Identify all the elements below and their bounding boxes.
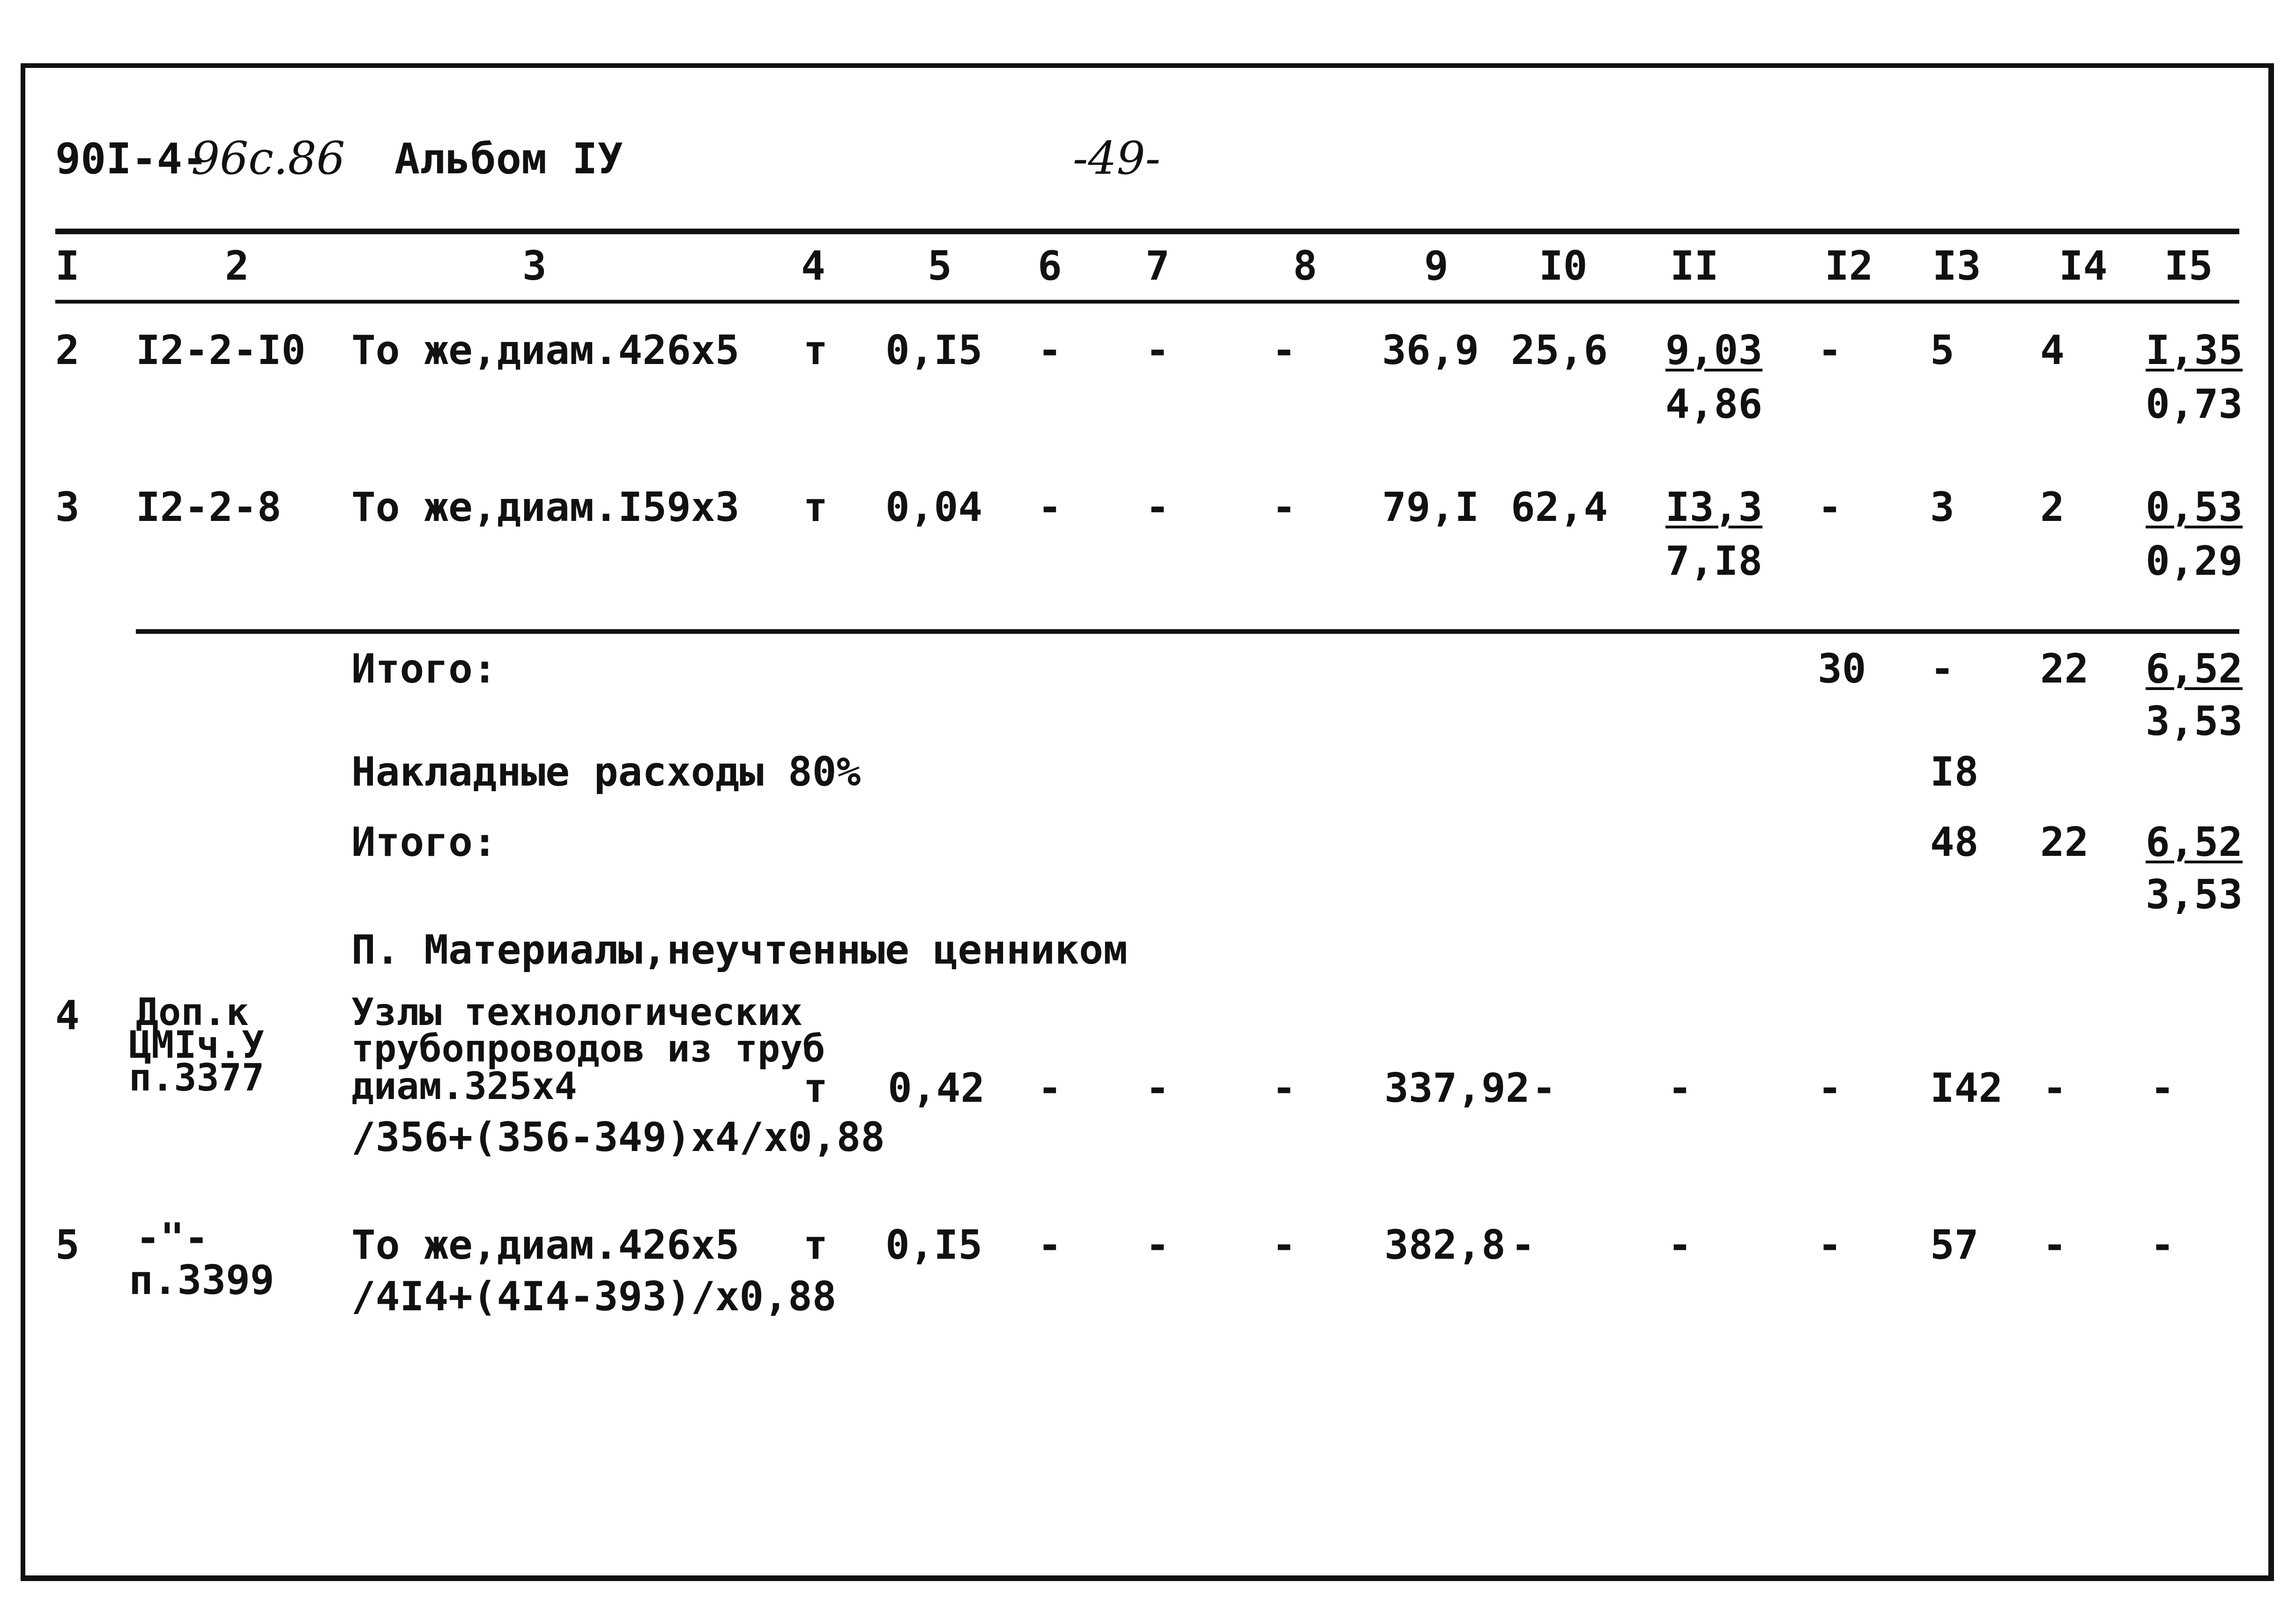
col-header: I3 bbox=[1932, 243, 1981, 290]
cell-c8: - bbox=[1272, 327, 1296, 374]
cell-c7: - bbox=[1145, 327, 1170, 374]
cell-c10: - bbox=[1532, 1065, 1556, 1112]
document-code-handwritten: 96с.86 bbox=[191, 132, 345, 185]
row-number: 4 bbox=[55, 992, 80, 1039]
header-rule-bottom bbox=[55, 300, 2239, 304]
itogo-c12: 30 bbox=[1818, 646, 1866, 692]
cell-c6: - bbox=[1038, 1222, 1062, 1269]
itogo-c15-top: 6,52 bbox=[2146, 646, 2243, 692]
row-description: То же,диам.426х5 bbox=[351, 327, 740, 374]
cell-c8: - bbox=[1272, 1065, 1296, 1112]
col-header: 2 bbox=[225, 243, 249, 290]
cell-c12: - bbox=[1818, 1222, 1842, 1269]
cell-c11-bottom: 4,86 bbox=[1665, 381, 1763, 428]
row-code-line: п.3377 bbox=[129, 1056, 264, 1099]
col-header: 7 bbox=[1145, 243, 1170, 290]
row-code-line: п.3399 bbox=[129, 1257, 275, 1304]
row-number: 3 bbox=[55, 484, 80, 531]
itogo-label: Итого: bbox=[351, 819, 497, 866]
album-label: Альбом IУ bbox=[394, 134, 623, 184]
row-description: То же,диам.I59х3 bbox=[351, 484, 740, 531]
cell-c15-bottom: 0,29 bbox=[2146, 538, 2243, 585]
row-description-line: трубопроводов из труб bbox=[351, 1027, 825, 1070]
row-code-line: ЦМIч.У bbox=[129, 1023, 264, 1067]
cell-c15: - bbox=[2150, 1065, 2175, 1112]
cell-c15-bottom: 0,73 bbox=[2146, 381, 2243, 428]
col-header: I5 bbox=[2164, 243, 2213, 290]
cell-c7: - bbox=[1145, 484, 1170, 531]
itogo-c13: 48 bbox=[1930, 819, 1979, 866]
row-number: 5 bbox=[55, 1222, 80, 1269]
cell-c7: - bbox=[1145, 1222, 1170, 1269]
cell-c11-top: 9,03 bbox=[1665, 327, 1763, 374]
col-header: I2 bbox=[1825, 243, 1873, 290]
header-rule-top bbox=[55, 229, 2239, 234]
col-header: 4 bbox=[801, 243, 825, 290]
cell-c11-top: I3,3 bbox=[1665, 484, 1763, 531]
row-description-line: /4I4+(4I4-393)/х0,88 bbox=[351, 1273, 837, 1320]
cell-c15: - bbox=[2150, 1222, 2175, 1269]
col-header: I bbox=[55, 243, 80, 290]
itogo-c13: - bbox=[1930, 646, 1954, 692]
itogo-c14: 22 bbox=[2040, 819, 2089, 866]
cell-c11: - bbox=[1668, 1222, 1692, 1269]
col-header: 5 bbox=[928, 243, 952, 290]
itogo-c15-bottom: 3,53 bbox=[2146, 698, 2243, 745]
cell-c10: 25,6 bbox=[1511, 327, 1608, 374]
cell-c9: 337,92 bbox=[1384, 1065, 1530, 1112]
row-quantity: 0,I5 bbox=[885, 1222, 983, 1269]
row-unit: т bbox=[803, 1222, 828, 1269]
cell-c13: 3 bbox=[1930, 484, 1954, 531]
itogo-c15-bottom: 3,53 bbox=[2146, 871, 2243, 918]
cell-c6: - bbox=[1038, 327, 1062, 374]
section-title: П. Материалы,неучтенные ценником bbox=[351, 927, 1128, 973]
row-unit: т bbox=[803, 1065, 828, 1112]
cell-c13: 5 bbox=[1930, 327, 1954, 374]
row-description-line: Узлы технологических bbox=[351, 990, 803, 1034]
row-unit: т bbox=[803, 327, 828, 374]
document-code: 90I-4- bbox=[55, 134, 208, 184]
overhead-c13: I8 bbox=[1930, 749, 1979, 795]
cell-c12: - bbox=[1818, 1065, 1842, 1112]
cell-c8: - bbox=[1272, 484, 1296, 531]
row-description-line: То же,диам.426х5 bbox=[351, 1222, 740, 1269]
row-unit: т bbox=[803, 484, 828, 531]
totals-rule bbox=[136, 629, 2239, 634]
cell-c13: 57 bbox=[1930, 1222, 1979, 1269]
row-code: I2-2-I0 bbox=[136, 327, 306, 374]
cell-c14: - bbox=[2043, 1222, 2067, 1269]
itogo-c14: 22 bbox=[2040, 646, 2089, 692]
cell-c12: - bbox=[1818, 484, 1842, 531]
cell-c15-top: 0,53 bbox=[2146, 484, 2243, 531]
cell-c6: - bbox=[1038, 484, 1062, 531]
cell-c11: - bbox=[1668, 1065, 1692, 1112]
page-number: -49- bbox=[1073, 132, 1161, 185]
col-header: II bbox=[1670, 243, 1719, 290]
row-quantity: 0,04 bbox=[885, 484, 983, 531]
itogo-c15-top: 6,52 bbox=[2146, 819, 2243, 866]
cell-c14: 2 bbox=[2040, 484, 2065, 531]
cell-c6: - bbox=[1038, 1065, 1062, 1112]
overhead-label: Накладные расходы 80% bbox=[351, 749, 861, 795]
itogo-label: Итого: bbox=[351, 646, 497, 692]
col-header: 8 bbox=[1293, 243, 1317, 290]
cell-c9: 79,I bbox=[1382, 484, 1479, 531]
row-description-line: диам.325х4 bbox=[351, 1064, 577, 1108]
cell-c15-top: I,35 bbox=[2146, 327, 2243, 374]
col-header: 9 bbox=[1424, 243, 1449, 290]
cell-c9: 36,9 bbox=[1382, 327, 1479, 374]
cell-c10: - bbox=[1511, 1222, 1535, 1269]
row-description-line: /356+(356-349)х4/х0,88 bbox=[351, 1114, 885, 1161]
row-quantity: 0,42 bbox=[888, 1065, 985, 1112]
row-quantity: 0,I5 bbox=[885, 327, 983, 374]
row-code-line: -"- bbox=[136, 1215, 209, 1262]
cell-c14: - bbox=[2043, 1065, 2067, 1112]
cell-c12: - bbox=[1818, 327, 1842, 374]
cell-c11-bottom: 7,I8 bbox=[1665, 538, 1763, 585]
cell-c14: 4 bbox=[2040, 327, 2065, 374]
col-header: I0 bbox=[1539, 243, 1588, 290]
row-code-line: Доп.к bbox=[136, 990, 249, 1034]
row-number: 2 bbox=[55, 327, 80, 374]
cell-c7: - bbox=[1145, 1065, 1170, 1112]
col-header: 6 bbox=[1038, 243, 1062, 290]
cell-c9: 382,8 bbox=[1384, 1222, 1506, 1269]
cell-c8: - bbox=[1272, 1222, 1296, 1269]
row-code: I2-2-8 bbox=[136, 484, 282, 531]
col-header: 3 bbox=[522, 243, 547, 290]
cell-c13: I42 bbox=[1930, 1065, 2003, 1112]
col-header: I4 bbox=[2059, 243, 2108, 290]
cell-c10: 62,4 bbox=[1511, 484, 1608, 531]
